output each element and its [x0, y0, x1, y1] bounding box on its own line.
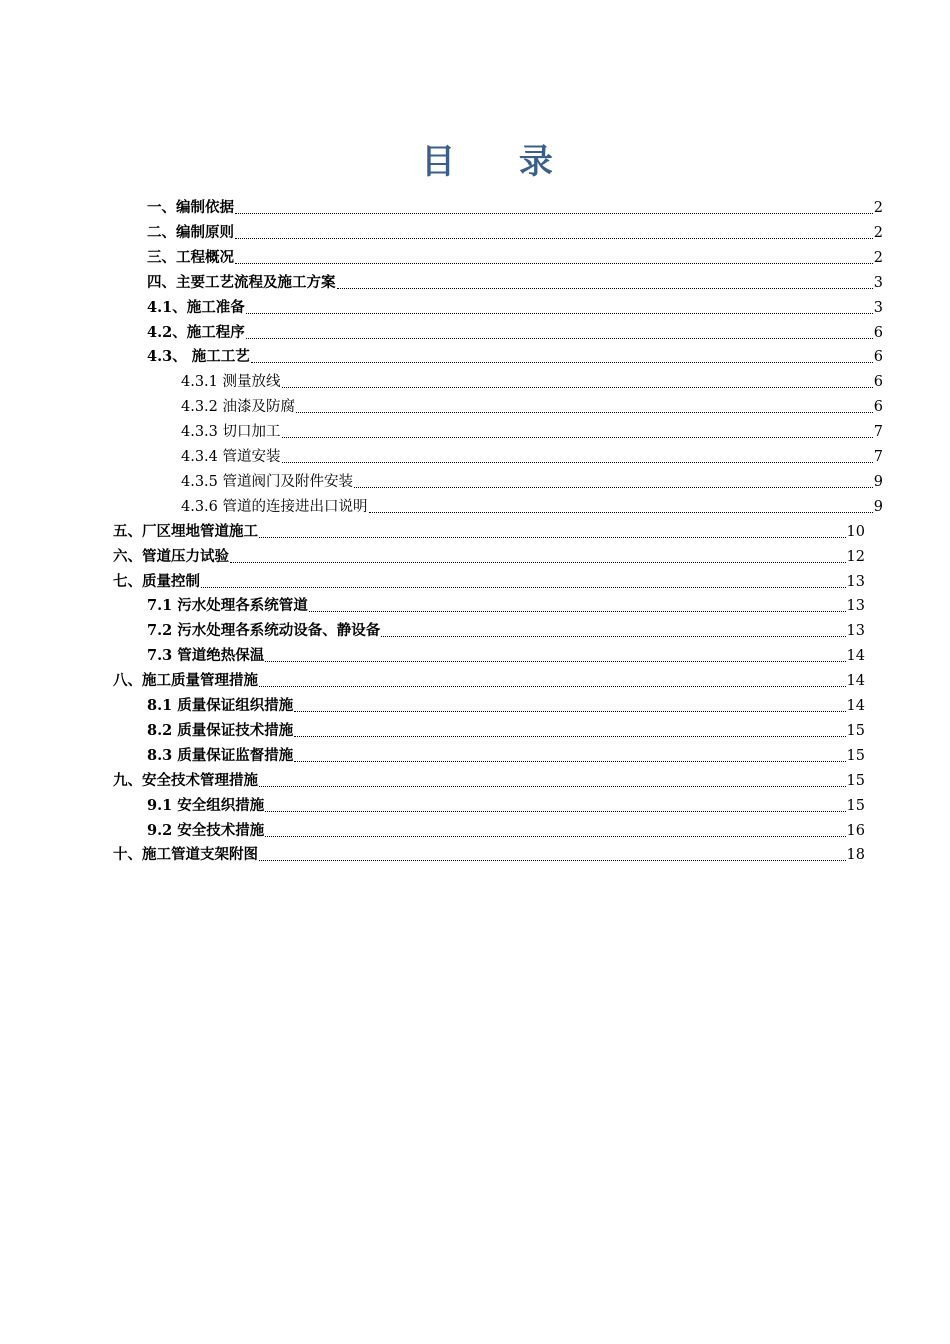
toc-page-number: 2 — [873, 249, 883, 266]
toc-leader-dots — [235, 203, 873, 214]
toc-page-number: 6 — [873, 324, 883, 341]
toc-leader-dots — [381, 626, 845, 637]
toc-page-number: 12 — [846, 548, 865, 565]
toc-entry[interactable] — [147, 342, 883, 367]
toc-page-number: 2 — [873, 224, 883, 241]
toc-entry-label: 4.3.2 油漆及防腐 — [181, 399, 296, 416]
toc-leader-dots — [230, 552, 846, 563]
toc-entry-label: 五、厂区埋地管道施工 — [113, 522, 258, 540]
toc-leader-dots — [259, 776, 846, 787]
toc-entry[interactable] — [147, 641, 865, 666]
toc-leader-dots — [294, 751, 845, 762]
toc-entry-label: 8.3 质量保证监督措施 — [147, 746, 294, 764]
toc-entry-label: 7.2 污水处理各系统动设备、静设备 — [147, 622, 381, 640]
toc-leader-dots — [259, 527, 846, 538]
toc-entry-label: 7.3 管道绝热保温 — [147, 647, 265, 665]
toc-leader-dots — [294, 701, 845, 712]
toc-leader-dots — [354, 477, 873, 488]
toc-entry[interactable] — [181, 442, 883, 467]
toc-entry[interactable] — [113, 517, 865, 542]
toc-leader-dots — [246, 328, 873, 339]
toc-entry[interactable] — [147, 816, 865, 841]
toc-entry[interactable] — [181, 467, 883, 492]
toc-entry-label: 4.3.3 切口加工 — [181, 424, 281, 441]
toc-page-number: 10 — [846, 523, 865, 540]
toc-page-number: 3 — [873, 299, 883, 316]
toc-leader-dots — [369, 502, 873, 513]
toc-page-number: 18 — [846, 847, 865, 864]
toc-entry[interactable] — [113, 666, 865, 691]
toc-leader-dots — [251, 352, 873, 363]
toc-leader-dots — [282, 452, 873, 463]
toc-leader-dots — [337, 278, 873, 289]
toc-page-number: 15 — [846, 772, 865, 789]
toc-entry[interactable] — [147, 741, 865, 766]
toc-entry[interactable] — [147, 691, 865, 716]
toc-entry-label: 8.1 质量保证组织措施 — [147, 697, 294, 714]
toc-entry-label: 4.2、施工程序 — [147, 323, 245, 341]
toc-leader-dots — [259, 676, 846, 687]
toc-leader-dots — [282, 427, 873, 438]
toc-entry-label: 四、主要工艺流程及施工方案 — [147, 273, 336, 291]
toc-leader-dots — [201, 577, 846, 588]
toc-page-number: 16 — [846, 822, 865, 839]
toc-leader-dots — [246, 303, 873, 314]
toc-entry-label: 4.3.6 管道的连接进出口说明 — [181, 498, 368, 515]
toc-page-number: 9 — [873, 473, 883, 490]
toc-leader-dots — [259, 850, 846, 861]
toc-leader-dots — [309, 601, 846, 612]
toc-entry-label: 七、质量控制 — [113, 572, 200, 590]
toc-entry[interactable] — [147, 243, 883, 268]
toc-leader-dots — [235, 228, 873, 239]
toc-entry-label: 9.1 安全组织措施 — [147, 796, 265, 814]
toc-entry-label: 九、安全技术管理措施 — [113, 771, 258, 789]
toc-page-number: 3 — [873, 274, 883, 291]
toc-entry[interactable] — [113, 567, 865, 592]
toc-leader-dots — [265, 651, 845, 662]
toc-entry[interactable] — [181, 367, 883, 392]
toc-page-number: 6 — [873, 374, 883, 391]
toc-leader-dots — [296, 402, 873, 413]
toc-entry[interactable] — [181, 492, 883, 517]
toc-entry[interactable] — [147, 293, 883, 318]
toc-entry[interactable] — [147, 218, 883, 243]
toc-entry-label: 八、施工质量管理措施 — [113, 672, 258, 690]
toc-page-number: 14 — [846, 673, 865, 690]
toc-page-number: 13 — [846, 573, 865, 590]
toc-entry[interactable] — [147, 716, 865, 741]
toc-entry-label: 二、编制原则 — [147, 223, 234, 241]
toc-page-number: 6 — [873, 349, 883, 366]
toc-entry[interactable] — [181, 417, 883, 442]
toc-page-number: 14 — [846, 698, 865, 714]
toc-entry-label: 7.1 污水处理各系统管道 — [147, 597, 308, 615]
toc-page-number: 15 — [846, 722, 865, 739]
toc-entry-label: 4.3.5 管道阀门及附件安装 — [181, 473, 354, 490]
toc-leader-dots — [265, 801, 845, 812]
toc-leader-dots — [294, 726, 845, 737]
toc-entry[interactable] — [147, 268, 883, 293]
toc-entry[interactable] — [147, 318, 883, 343]
toc-page-number: 13 — [846, 623, 865, 640]
toc-entry-label: 一、编制依据 — [147, 199, 234, 216]
toc-leader-dots — [235, 253, 873, 264]
toc-leader-dots — [265, 826, 845, 837]
toc-page-number: 9 — [873, 498, 883, 515]
toc-title: 目 录 — [421, 142, 579, 182]
toc-entry[interactable] — [147, 193, 883, 218]
toc-entry-label: 9.2 安全技术措施 — [147, 821, 265, 839]
toc-page-number: 15 — [846, 797, 865, 814]
toc-entry-label: 4.1、施工准备 — [147, 298, 245, 316]
toc-page-number: 15 — [846, 747, 865, 764]
toc-entry[interactable] — [147, 616, 865, 641]
toc-entry[interactable] — [147, 591, 865, 616]
toc-entry[interactable] — [113, 766, 865, 791]
toc-entry-label: 8.2 质量保证技术措施 — [147, 721, 294, 739]
toc-entry-label: 十、施工管道支架附图 — [113, 846, 258, 864]
toc-entry-label: 三、工程概况 — [147, 248, 234, 266]
toc-page-number: 13 — [846, 598, 865, 615]
toc-entry[interactable] — [147, 791, 865, 816]
toc-entry-label: 六、管道压力试验 — [113, 547, 229, 565]
toc-page-number: 6 — [873, 399, 883, 416]
toc-page-number: 14 — [846, 648, 865, 665]
toc-entry[interactable] — [113, 542, 865, 567]
toc-entry-label: 4.3、 施工工艺 — [147, 348, 250, 366]
toc-page-number: 7 — [873, 424, 883, 441]
toc-entry[interactable] — [113, 840, 865, 865]
toc-page-number: 7 — [873, 449, 883, 465]
toc-entry-label: 4.3.4 管道安装 — [181, 449, 281, 465]
toc-entry-label: 4.3.1 测量放线 — [181, 374, 281, 391]
toc-page-number: 2 — [873, 200, 883, 216]
toc-entry[interactable] — [181, 392, 883, 417]
toc-leader-dots — [282, 377, 873, 388]
